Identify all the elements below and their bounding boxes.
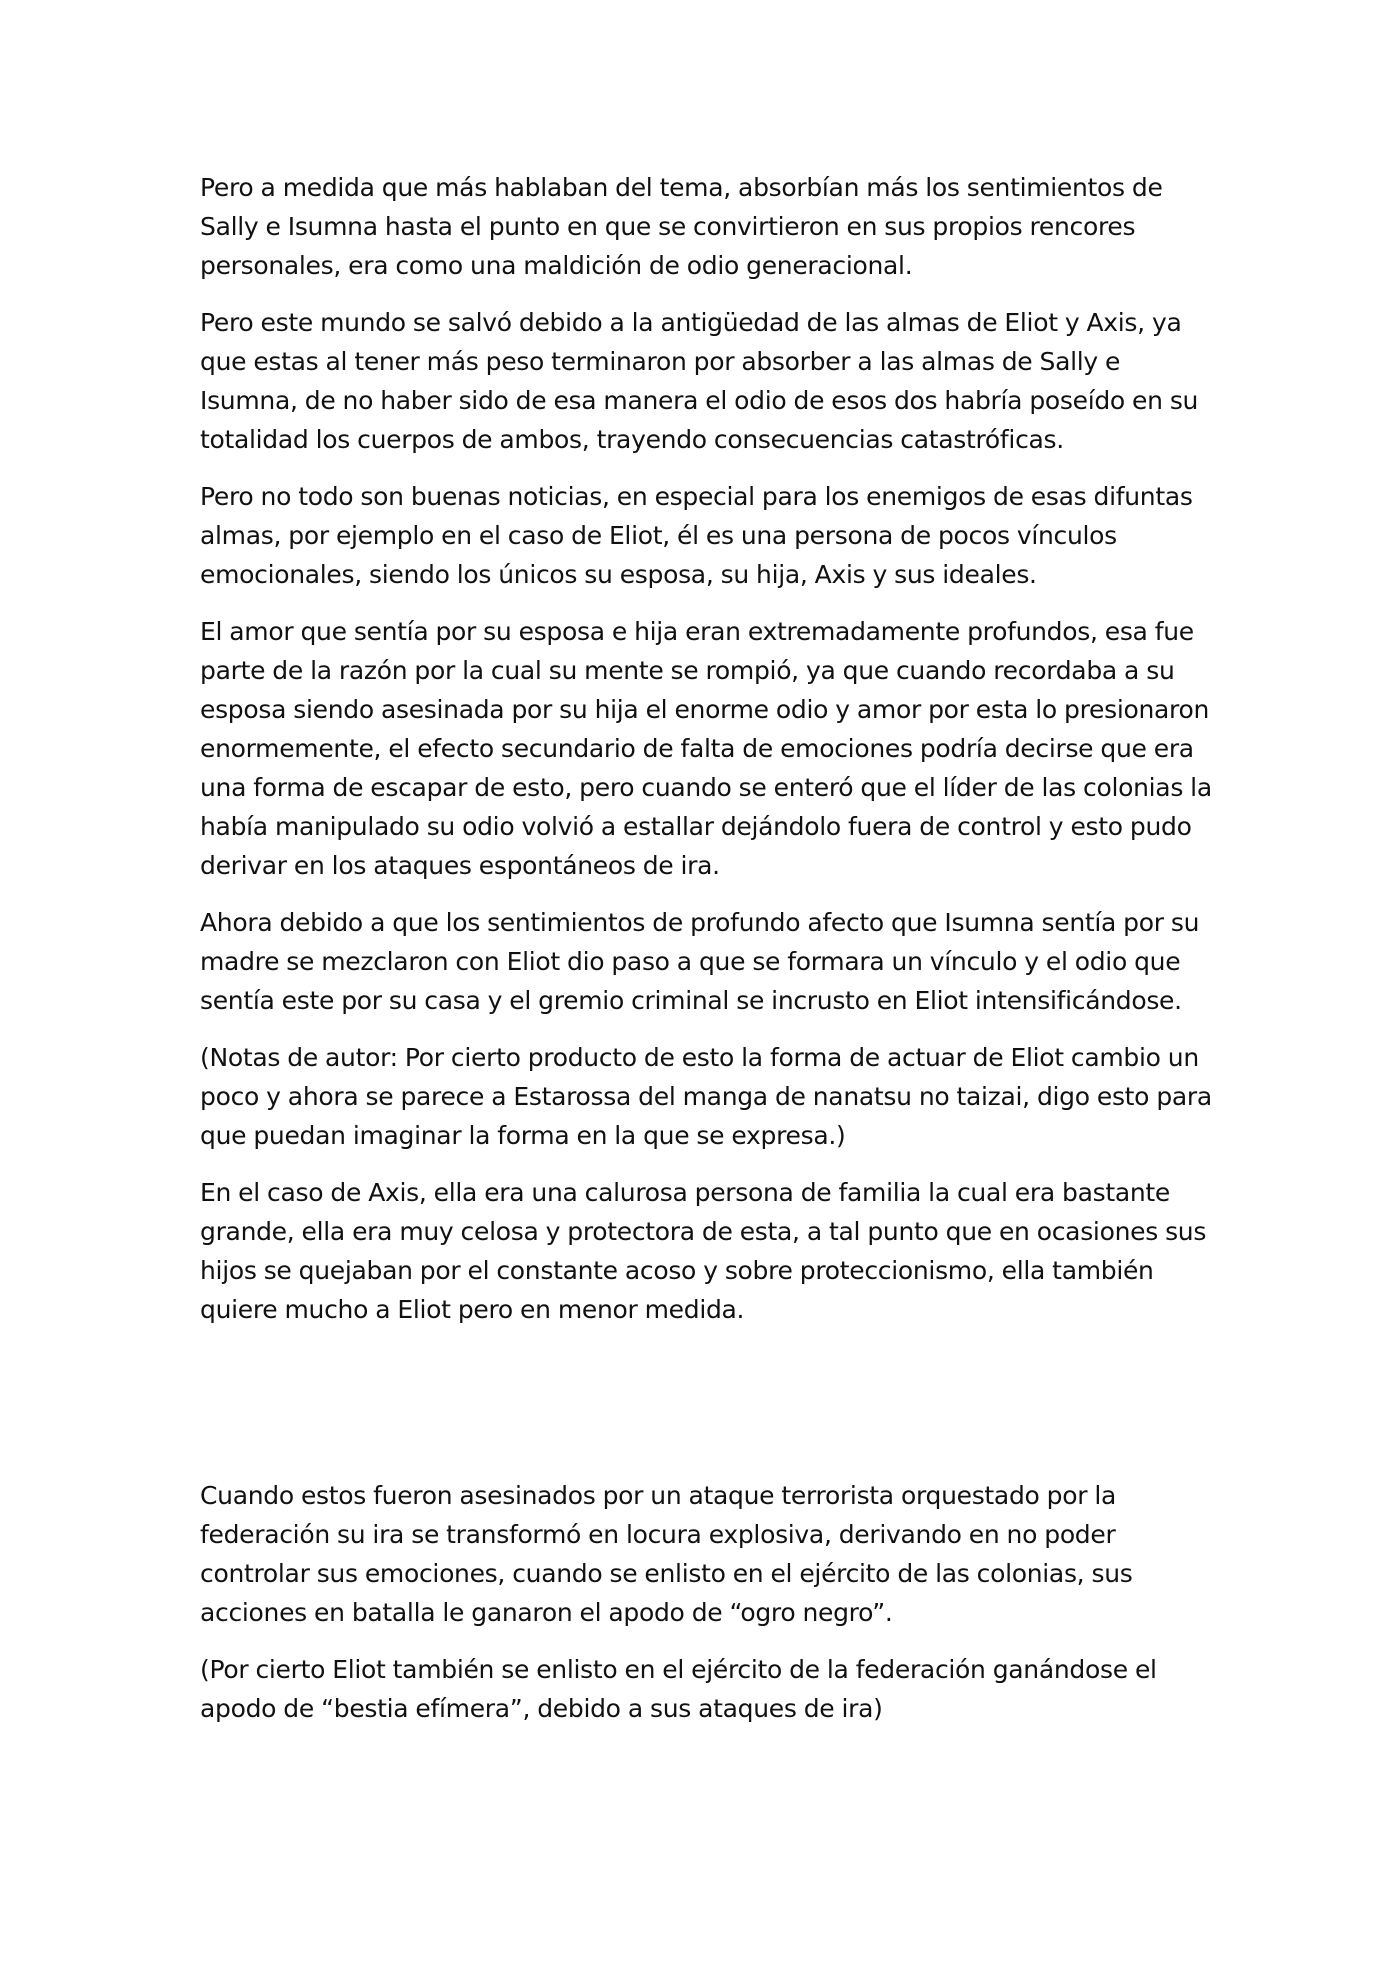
paragraph: Ahora debido a que los sentimientos de profundo afecto que Isumna sentía por su madre se mezclaron con Eliot dio paso a que se formara un vínculo y el odio que sentía este por su casa y el gremio criminal se incrusto en Eliot intensificándose.	[200, 908, 1200, 1015]
paragraph: En el caso de Axis, ella era una calurosa persona de familia la cual era bastante grande, ella era muy celosa y protectora de esta, a tal punto que en ocasiones sus hijos se quejaban por el constante acoso y sobre proteccionismo, ella también quiere mucho a Eliot pero en menor medida.	[200, 1178, 1207, 1324]
author-note-paragraph: (Por cierto Eliot también se enlisto en el ejército de la federación ganándose el apodo de “bestia efímera”, debido a sus ataques de ira)	[200, 1655, 1157, 1723]
paragraph: El amor que sentía por su esposa e hija eran extremadamente profundos, esa fue parte de la razón por la cual su mente se rompió, ya que cuando recordaba a su esposa siendo asesinada por su hija el enorme odio y amor por esta lo presionaron enormemente, el efecto secundario de falta de emociones podría decirse que era una forma de escapar de esto, pero cuando se enteró que el líder de las colonias la había manipulado su odio volvió a estallar dejándolo fuera de control y esto pudo derivar en los ataques espontáneos de ira.	[200, 617, 1212, 880]
author-note-paragraph: (Notas de autor: Por cierto producto de esto la forma de actuar de Eliot cambio un poco y ahora se parece a Estarossa del manga de nanatsu no taizai, digo esto para que puedan imaginar la forma en la que se expresa.)	[200, 1043, 1212, 1150]
paragraph: Pero este mundo se salvó debido a la antigüedad de las almas de Eliot y Axis, ya que estas al tener más peso terminaron por absorber a las almas de Sally e Isumna, de no haber sido de esa manera el odio de esos dos habría poseído en su totalidad los cuerpos de ambos, trayendo consecuencias catastróficas.	[200, 308, 1199, 454]
paragraph: Pero a medida que más hablaban del tema, absorbían más los sentimientos de Sally e Isumna hasta el punto en que se convirtieron en sus propios rencores personales, era como una maldición de odio generacional.	[200, 173, 1163, 280]
paragraph: Cuando estos fueron asesinados por un ataque terrorista orquestado por la federación su ira se transformó en locura explosiva, derivando en no poder controlar sus emociones, cuando se enlisto en el ejército de las colonias, sus acciones en batalla le ganaron el apodo de “ogro negro”.	[200, 1481, 1133, 1627]
paragraph: Pero no todo son buenas noticias, en especial para los enemigos de esas difuntas almas, por ejemplo en el caso de Eliot, él es una persona de pocos vínculos emocionales, siendo los únicos su esposa, su hija, Axis y sus ideales.	[200, 482, 1193, 589]
blank-space	[200, 1347, 1212, 1476]
